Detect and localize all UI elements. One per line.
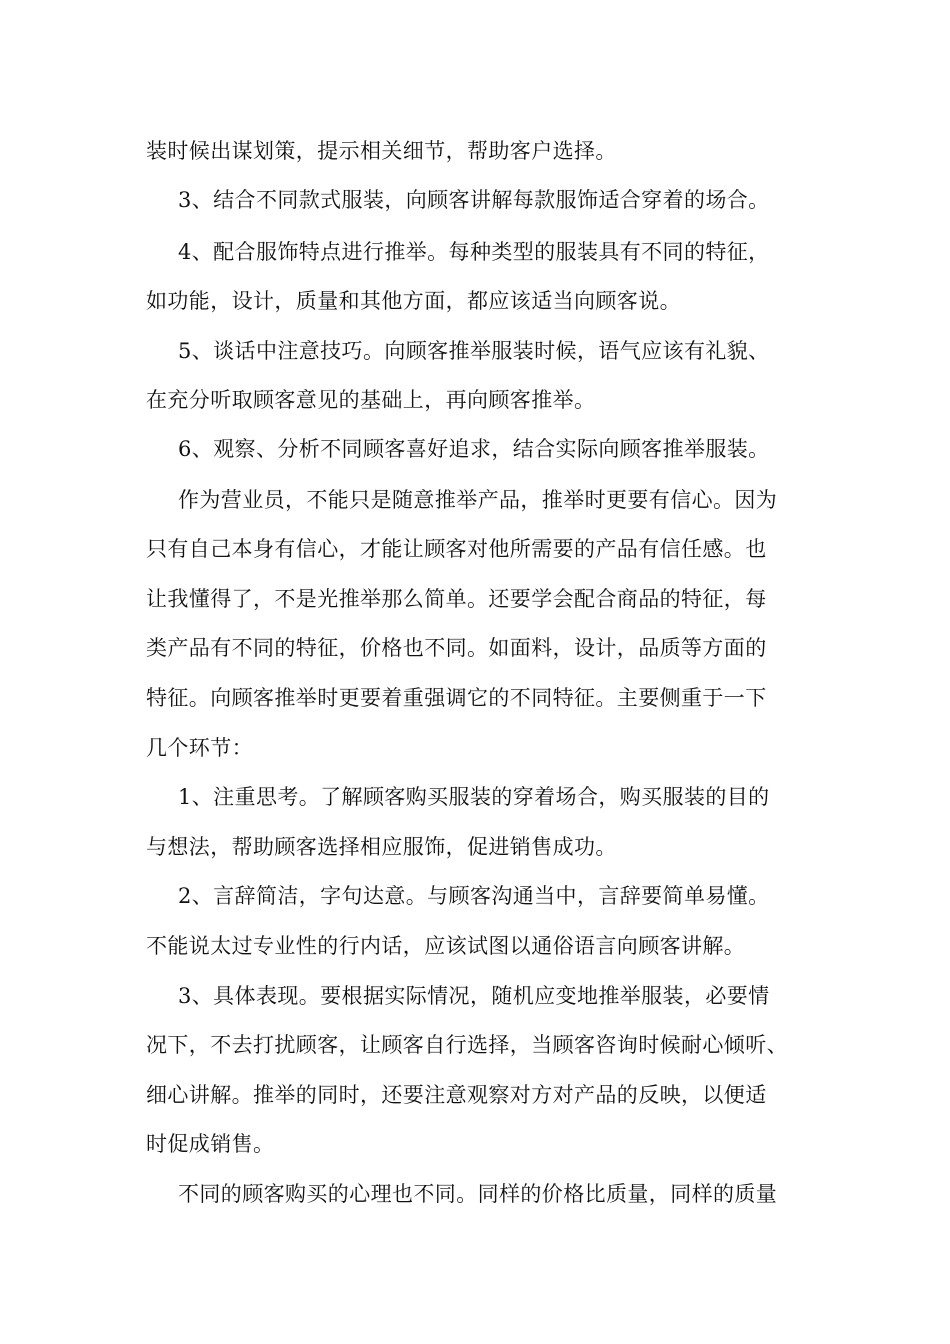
text-line: 细心讲解。推举的同时，还要注意观察对方对产品的反映，以便适 — [146, 1083, 767, 1107]
text-line: 如功能，设计，质量和其他方面，都应该适当向顾客说。 — [146, 289, 681, 313]
text-line: 特征。向顾客推举时更要着重强调它的不同特征。主要侧重于一下 — [146, 686, 767, 710]
text-line: 3、结合不同款式服装，向顾客讲解每款服饰适合穿着的场合。 — [178, 188, 770, 212]
text-line: 作为营业员，不能只是随意推举产品，推举时更要有信心。因为 — [178, 488, 778, 512]
text-line: 类产品有不同的特征，价格也不同。如面料，设计，品质等方面的 — [146, 636, 767, 660]
text-line: 1、注重思考。了解顾客购买服装的穿着场合，购买服装的目的 — [178, 785, 770, 809]
text-line: 让我懂得了，不是光推举那么简单。还要学会配合商品的特征，每 — [146, 587, 767, 611]
text-line: 时促成销售。 — [146, 1132, 275, 1156]
text-line: 与想法，帮助顾客选择相应服饰，促进销售成功。 — [146, 835, 617, 859]
text-line: 不能说太过专业性的行内话，应该试图以通俗语言向顾客讲解。 — [146, 934, 746, 958]
text-line: 只有自己本身有信心，才能让顾客对他所需要的产品有信任感。也 — [146, 537, 767, 561]
text-line: 5、谈话中注意技巧。向顾客推举服装时候，语气应该有礼貌、 — [178, 339, 770, 363]
text-line: 2、言辞简洁，字句达意。与顾客沟通当中，言辞要简单易懂。 — [178, 884, 770, 908]
text-line: 装时候出谋划策，提示相关细节，帮助客户选择。 — [146, 139, 617, 163]
text-line: 4、配合服饰特点进行推举。每种类型的服装具有不同的特征， — [178, 240, 770, 264]
text-line: 6、观察、分析不同顾客喜好追求，结合实际向顾客推举服装。 — [178, 437, 770, 461]
text-line: 况下，不去打扰顾客，让顾客自行选择，当顾客咨询时候耐心倾听、 — [146, 1033, 788, 1057]
text-line: 在充分听取顾客意见的基础上，再向顾客推举。 — [146, 388, 596, 412]
text-line: 不同的顾客购买的心理也不同。同样的价格比质量，同样的质量 — [178, 1182, 778, 1206]
text-line: 几个环节： — [146, 736, 253, 760]
text-line: 3、具体表现。要根据实际情况，随机应变地推举服装，必要情 — [178, 984, 770, 1008]
